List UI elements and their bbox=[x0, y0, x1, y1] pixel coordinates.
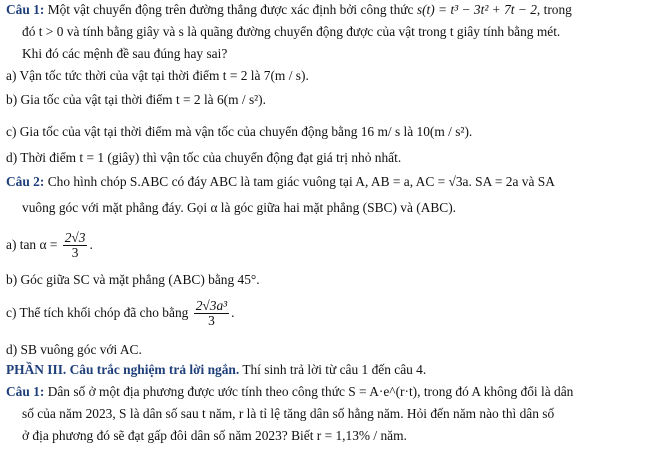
c2-label: Câu 2: bbox=[6, 174, 45, 189]
c1-option-b: b) Gia tốc của vật tại thời điểm t = 2 là 6(m / s²). bbox=[6, 92, 266, 107]
c1-option-c: c) Gia tốc của vật tại thời điểm mà vận tốc của chuyển động bằng 16 m/ s là 10(m / s²). bbox=[6, 124, 473, 139]
c1-option-d: d) Thời điểm t = 1 (giây) thì vận tốc của chuyển động đạt giá trị nhỏ nhất. bbox=[6, 150, 402, 165]
c2-line2: vuông góc với mặt phẳng đáy. Gọi α là góc giữa hai mặt phẳng (SBC) và (ABC). bbox=[22, 200, 457, 215]
p3-c1-line2: số của năm 2023, S là dân số sau t năm, r là tỉ lệ tăng dân số hằng năm. Hỏi đến năm nào thì dân số bbox=[22, 406, 555, 421]
c1-formula: s(t) = t³ − 3t² + 7t − 2 bbox=[416, 2, 537, 17]
p3-c1-text: Dân số ở một địa phương được ước tính theo công thức S = A·e^(r·t), trong đó A không đổi là dân bbox=[47, 384, 574, 399]
c2-option-b: b) Góc giữa SC và mặt phẳng (ABC) bằng 45°. bbox=[6, 272, 260, 287]
c2-a-fraction bbox=[63, 231, 88, 260]
c2-a-denominator: 3 bbox=[71, 245, 79, 261]
p3-c1-label: Câu 1: bbox=[6, 384, 45, 399]
part3-title: PHẦN III. Câu trắc nghiệm trả lời ngắn. bbox=[6, 362, 240, 377]
c1-line2: đó t > 0 và tính bằng giây và s là quãng đường chuyển động được của vật trong t giây tính bằng mét. bbox=[22, 24, 561, 39]
c1-text2: , trong bbox=[536, 2, 572, 17]
p3-c1-line1 bbox=[6, 384, 573, 400]
c2-c-fraction bbox=[194, 299, 229, 328]
c2-line1 bbox=[6, 174, 555, 190]
c1-label: Câu 1: bbox=[6, 2, 45, 17]
c2-option-c: c) Thể tích khối chóp đã cho bằng $\frac{\text{2√3a³}}{3}$ . bbox=[6, 298, 235, 329]
c2-text: Cho hình chóp S.ABC có đáy ABC là tam giác vuông tại A, AB = a, AC = √3a. SA = 2a và SA bbox=[47, 174, 555, 189]
c1-text: Một vật chuyển động trên đường thẳng được xác định bởi công thức bbox=[47, 2, 414, 17]
c1-line3: Khi đó các mệnh đề sau đúng hay sai? bbox=[22, 46, 228, 61]
c2-a-prefix: a) tan α = bbox=[6, 237, 58, 252]
c2-a-numerator: 2√3 bbox=[64, 230, 86, 246]
c2-option-a: a) tan α = $\frac{2√3}{3}$ . bbox=[6, 230, 93, 261]
c2-option-d: d) SB vuông góc với AC. bbox=[6, 342, 142, 357]
part3-header bbox=[6, 362, 426, 378]
c2-c-numerator: 2√3a³ bbox=[195, 298, 228, 314]
part3-text: Thí sinh trả lời từ câu 1 đến câu 4. bbox=[242, 362, 427, 377]
c2-c-prefix: c) Thể tích khối chóp đã cho bằng bbox=[6, 305, 189, 320]
p3-c1-line3: ở địa phương đó sẽ đạt gấp đôi dân số năm 2023? Biết r = 1,13% / năm. bbox=[22, 428, 407, 443]
c1-option-a: a) Vận tốc tức thời của vật tại thời điểm t = 2 là 7(m / s). bbox=[6, 68, 309, 83]
c1-line1 bbox=[6, 2, 572, 18]
c2-c-denominator: 3 bbox=[208, 313, 215, 329]
